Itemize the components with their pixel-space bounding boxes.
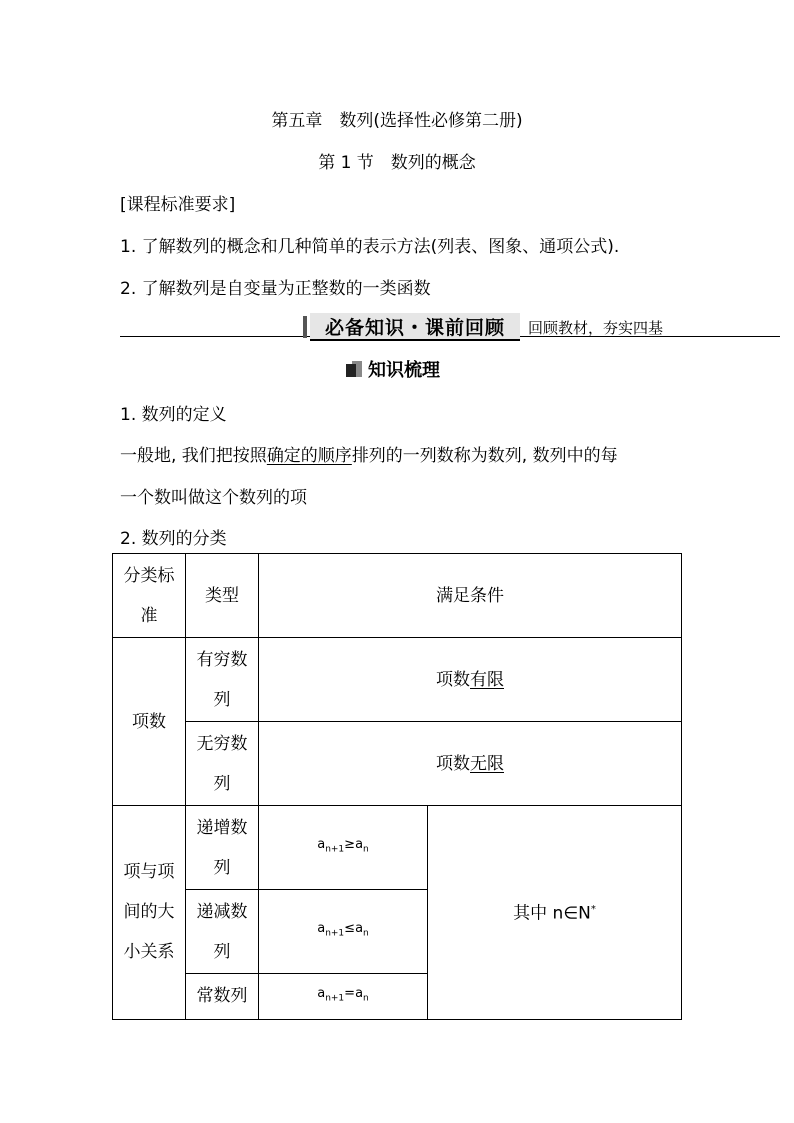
section-title: 第 1 节 数列的概念 [318,153,476,173]
header-type: 类型 [186,554,259,638]
definition-line-1 [120,441,618,466]
cond-constant: $a_{n+1}=a_n$ [259,974,428,1020]
definition-title: 1. 数列的定义 [120,405,227,425]
banner-marker [303,316,307,338]
standard-item-1: 1. 了解数列的概念和几种简单的表示方法(列表、图象、通项公式). [120,237,620,257]
type-constant: 常数列 [186,974,259,1020]
type-infinite: 无穷数 列 [186,722,259,806]
header-criterion: 分类标 准 [113,554,186,638]
knowledge-heading [346,356,440,382]
group-size-label: 项与项 间的大 小关系 [113,806,186,1020]
definition-line-2: 一个数叫做这个数列的项 [120,488,307,508]
group-count-label: 项数 [113,638,186,806]
definition-underlined: 确定的顺序 [266,446,352,466]
definition-text-b: 排列的一列数称为数列, 数列中的每 [351,446,618,466]
standards-title: [课程标准要求] [120,195,236,215]
chapter-title: 第五章 数列(选择性必修第二册) [271,111,523,131]
knowledge-heading-text: 知识梳理 [368,360,440,381]
banner-title: 必备知识・课前回顾 [310,313,520,341]
table-row [113,806,682,890]
cond-increasing: $a_{n+1}\ge a_n$ [259,806,428,890]
type-increasing: 递增数 列 [186,806,259,890]
table-header-row [113,554,682,638]
classification-table [112,553,682,1020]
type-decreasing: 递减数 列 [186,890,259,974]
header-condition: 满足条件 [259,554,682,638]
definition-text-a: 一般地, 我们把按照 [120,446,267,466]
classification-title: 2. 数列的分类 [120,529,227,549]
type-finite: 有穷数 列 [186,638,259,722]
cond-decreasing: $a_{n+1}\le a_n$ [259,890,428,974]
cond-note: 其中 n∈N* [428,806,682,1020]
table-row [113,638,682,722]
banner-subtitle: 回顾教材，夯实四基 [528,319,664,337]
standard-item-2: 2. 了解数列是自变量为正整数的一类函数 [120,279,431,299]
cond-infinite: 项数无限 [259,722,682,806]
table-row [113,722,682,806]
cond-finite: 项数有限 [259,638,682,722]
section-square-icon [346,361,362,377]
